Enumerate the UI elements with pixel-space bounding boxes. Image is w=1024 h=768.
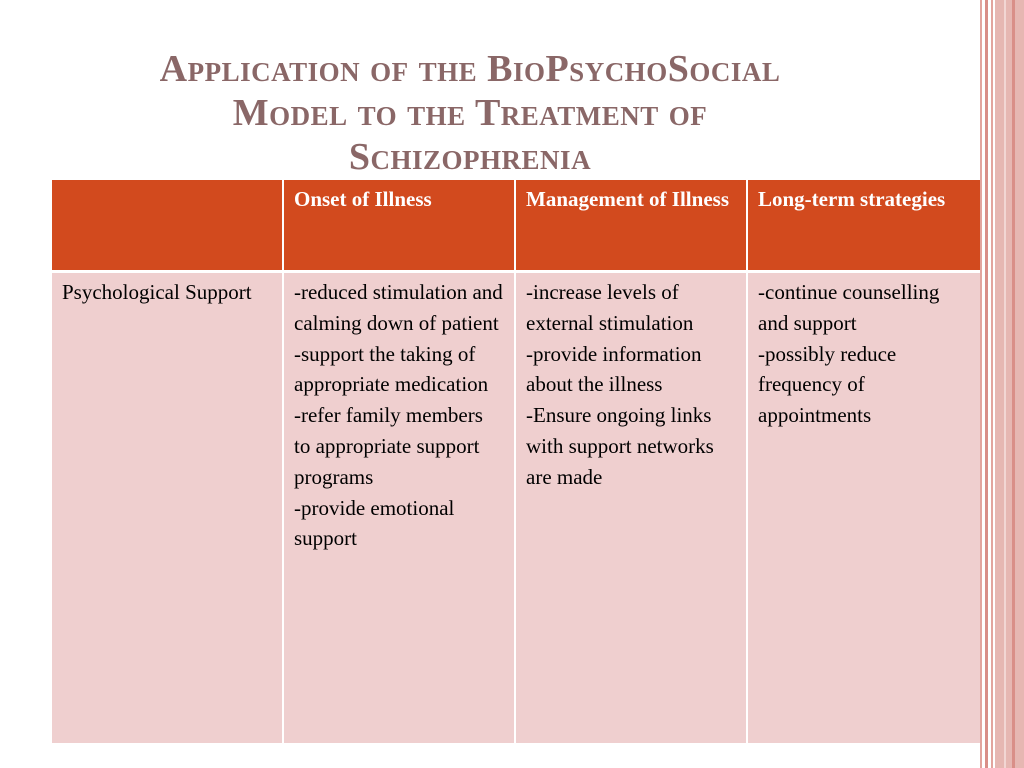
treatment-table <box>52 180 980 743</box>
cell-line: -continue counselling and support <box>758 280 940 335</box>
header-onset-of-illness: Onset of Illness <box>283 180 515 272</box>
stripe <box>980 0 982 768</box>
table-header-row <box>52 180 980 272</box>
cell-line: -reduced stimulation and calming down of patient <box>294 280 503 335</box>
cell-line: -provide information about the illness <box>526 341 702 397</box>
title-line: Application of the BioPsychoSocial <box>159 48 781 91</box>
decorative-stripe-band <box>980 0 1024 768</box>
title-line: Schizophrenia <box>348 136 592 179</box>
cell-long-term <box>747 272 980 744</box>
header-cell-empty <box>52 180 283 272</box>
header-management-of-illness: Management of Illness <box>515 180 747 272</box>
cell-line: -support the taking of appropriate medication <box>294 341 489 397</box>
stripe <box>991 0 993 768</box>
cell-line: -increase levels of external stimulation <box>526 280 694 335</box>
cell-line: -provide emotional support <box>294 495 455 551</box>
cell-line: -Ensure ongoing links with support networks are made <box>526 403 714 489</box>
cell-line: -refer family members to appropriate support programs <box>294 403 483 489</box>
row-label-psychological-support: Psychological Support <box>52 272 283 744</box>
cell-line: -possibly reduce frequency of appointments <box>758 341 897 428</box>
stripe <box>1012 0 1015 768</box>
stripe <box>995 0 1024 768</box>
stripe <box>985 0 988 768</box>
slide-title <box>80 47 860 179</box>
table-row <box>52 272 980 744</box>
cell-management <box>515 272 747 744</box>
title-line: Model to the Treatment of <box>232 92 708 135</box>
header-long-term-strategies: Long-term strategies <box>747 180 980 272</box>
stripe <box>1004 0 1006 768</box>
cell-onset <box>283 272 515 744</box>
